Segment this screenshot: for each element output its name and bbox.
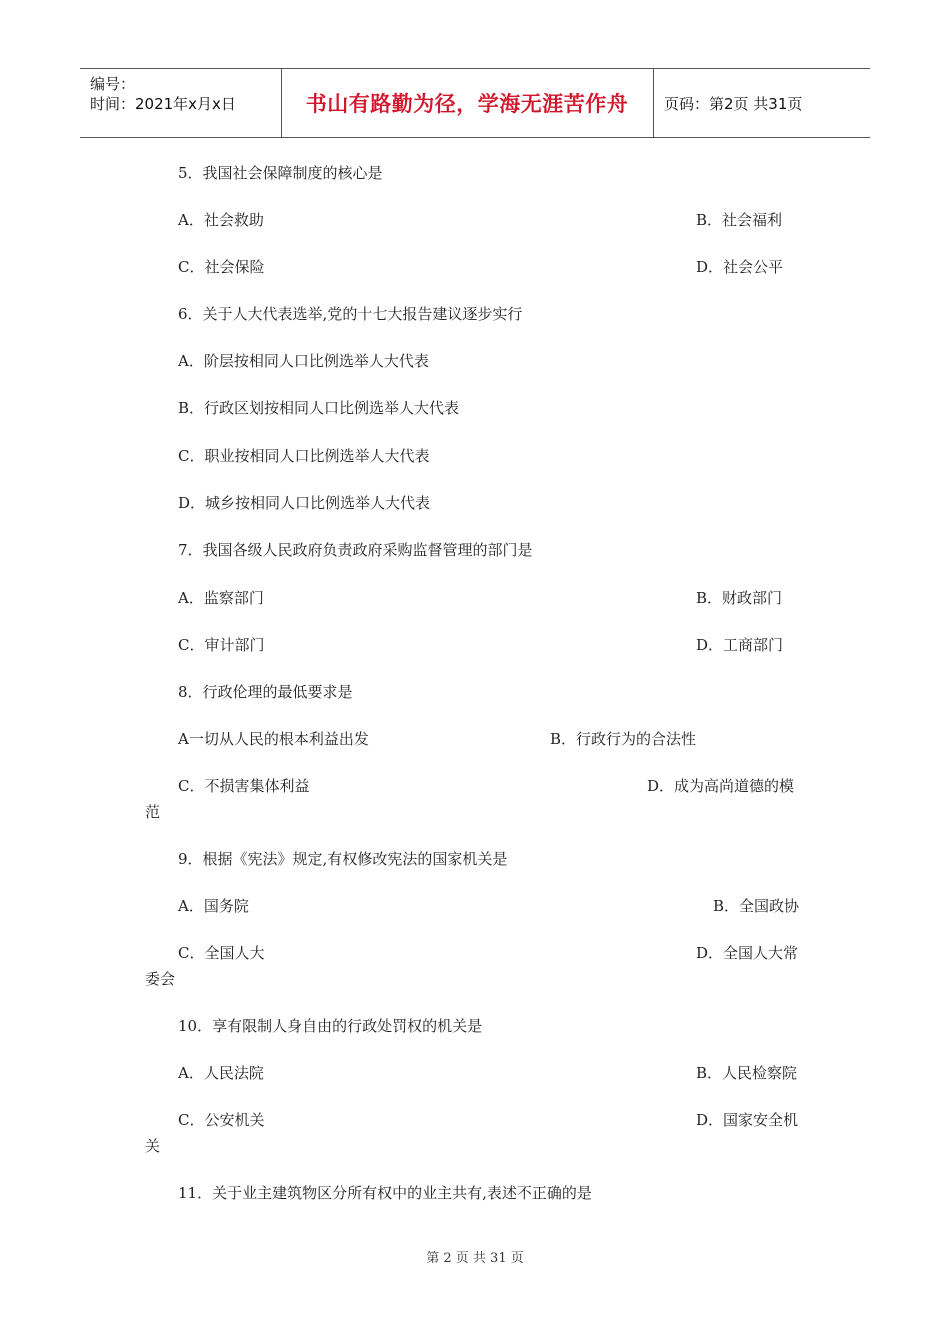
question-11-stem: 11．关于业主建筑物区分所有权中的业主共有,表述不正确的是 <box>178 1184 592 1202</box>
question-10-stem: 10．享有限制人身自由的行政处罚权的机关是 <box>178 1017 483 1035</box>
question-5-option-a: A．社会救助 <box>178 211 264 229</box>
question-9-option-d-continued: 委会 <box>145 970 176 988</box>
question-10-option-d-continued: 关 <box>145 1137 161 1155</box>
page-footer: 第 2 页 共 31 页 <box>426 1251 524 1266</box>
question-6-option-c: C．职业按相同人口比例选举人大代表 <box>178 447 430 465</box>
question-7-stem: 7．我国各级人民政府负责政府采购监督管理的部门是 <box>178 541 533 559</box>
question-8-option-a: A一切从人民的根本利益出发 <box>178 730 369 748</box>
question-6-stem: 6．关于人大代表选举,党的十七大报告建议逐步实行 <box>178 305 523 323</box>
question-7-option-b: B．财政部门 <box>696 589 783 607</box>
question-10-option-c: C．公安机关 <box>178 1111 265 1129</box>
question-9-option-c: C．全国人大 <box>178 944 265 962</box>
header-page-cell <box>654 69 870 137</box>
document-date: 时间：2021年x月x日 <box>90 95 236 113</box>
header-motto-cell <box>281 69 654 137</box>
question-5-stem: 5．我国社会保障制度的核心是 <box>178 164 383 182</box>
question-5-option-b: B．社会福利 <box>696 211 783 229</box>
question-6-option-a: A．阶层按相同人口比例选举人大代表 <box>178 352 429 370</box>
question-8-option-c: C．不损害集体利益 <box>178 777 310 795</box>
question-10-option-d: D．国家安全机 <box>696 1111 799 1129</box>
question-8-stem: 8．行政伦理的最低要求是 <box>178 683 353 701</box>
header-page-info: 页码：第2页 共31页 <box>664 94 803 113</box>
question-10-option-b: B．人民检察院 <box>696 1064 798 1082</box>
question-9-stem: 9．根据《宪法》规定,有权修改宪法的国家机关是 <box>178 850 508 868</box>
motto-text: 书山有路勤为径，学海无涯苦作舟 <box>305 92 629 116</box>
question-8-option-d-continued: 范 <box>145 803 161 821</box>
question-9-option-b: B．全国政协 <box>713 897 800 915</box>
question-6-option-b: B．行政区划按相同人口比例选举人大代表 <box>178 399 460 417</box>
question-9-option-a: A．国务院 <box>178 897 249 915</box>
header-meta-cell <box>80 69 282 137</box>
page-header <box>80 68 870 138</box>
question-6-option-d: D．城乡按相同人口比例选举人大代表 <box>178 494 431 512</box>
question-7-option-c: C．审计部门 <box>178 636 265 654</box>
question-7-option-d: D．工商部门 <box>696 636 784 654</box>
question-5-option-c: C．社会保险 <box>178 258 265 276</box>
document-number-label: 编号： <box>90 75 136 93</box>
question-10-option-a: A．人民法院 <box>178 1064 264 1082</box>
question-8-option-b: B．行政行为的合法性 <box>550 730 697 748</box>
question-7-option-a: A．监察部门 <box>178 589 264 607</box>
question-9-option-d: D．全国人大常 <box>696 944 799 962</box>
question-5-option-d: D．社会公平 <box>696 258 784 276</box>
question-8-option-d: D．成为高尚道德的模 <box>647 777 795 795</box>
